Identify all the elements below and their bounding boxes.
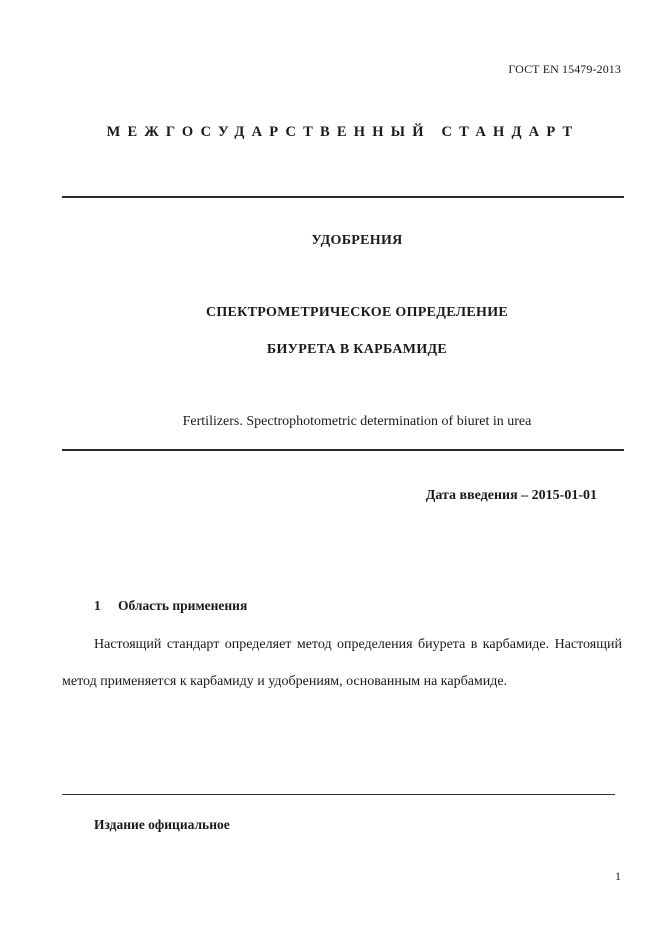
page-number: 1: [615, 869, 621, 883]
section-paragraph: Настоящий стандарт определяет метод определения биурета в карбамиде. Настоящий метод применяется к карбамиду и удобрениям, основанным на карбамиде.: [62, 637, 622, 689]
english-title: Fertilizers. Spectrophotometric determination of biuret in urea: [182, 414, 532, 429]
introduction-date: Дата введения – 2015-01-01: [425, 488, 597, 503]
standard-type-label: МЕЖГОСУДАРСТВЕННЫЙ СТАНДАРТ: [106, 124, 580, 140]
section-title: Область применения: [118, 598, 248, 613]
category-title: УДОБРЕНИЯ: [311, 233, 403, 248]
title-bottom-divider: [62, 449, 624, 451]
document-code: ГОСТ EN 15479-2013: [508, 62, 621, 76]
footnote-divider: [62, 794, 615, 795]
main-title-line-2: БИУРЕТА В КАРБАМИДЕ: [266, 342, 448, 357]
section-heading: [94, 598, 247, 614]
section-number: 1: [94, 598, 101, 613]
official-edition-label: Издание официальное: [94, 817, 230, 832]
top-divider: [62, 196, 624, 198]
main-title-line-1: СПЕКТРОМЕТРИЧЕСКОЕ ОПРЕДЕЛЕНИЕ: [205, 305, 509, 320]
